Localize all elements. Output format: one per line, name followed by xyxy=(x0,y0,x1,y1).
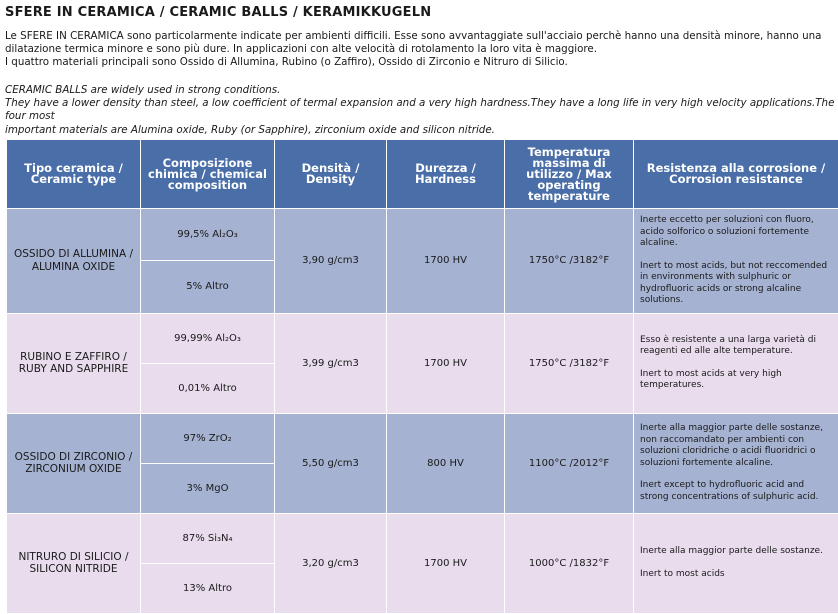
ceramic-type-cell: OSSIDO DI ALLUMINA / ALUMINA OXIDE xyxy=(7,209,141,314)
density-cell: 3,20 g/cm3 xyxy=(275,513,387,613)
corrosion-cell xyxy=(634,413,838,513)
intro-english-line: important materials are Alumina oxide, Ruby (or Sapphire), zirconium oxide and silicon nitride. xyxy=(5,124,835,137)
temperature-cell: 1750°C /3182°F xyxy=(505,209,634,314)
ceramic-type-cell: OSSIDO DI ZIRCONIO / ZIRCONIUM OXIDE xyxy=(7,413,141,513)
intro-english xyxy=(5,84,835,137)
temperature-cell: 1750°C /3182°F xyxy=(505,313,634,413)
table-row xyxy=(7,313,838,363)
ceramic-type-cell: RUBINO E ZAFFIRO / RUBY AND SAPPHIRE xyxy=(7,313,141,413)
header-composition: Composizione chimica / chemical composition xyxy=(141,140,275,209)
intro-italian xyxy=(5,30,835,70)
intro-italian-line: I quattro materiali principali sono Ossido di Allumina, Rubino (o Zaffiro), Ossido di Zirconio e Nitruro di Silicio. xyxy=(5,56,835,69)
hardness-cell: 1700 HV xyxy=(387,209,505,314)
table-row xyxy=(7,513,838,563)
corrosion-cell xyxy=(634,313,838,413)
corrosion-note-en: Inert to most acids at very high temperatures. xyxy=(640,369,834,392)
intro-italian-line: Le SFERE IN CERAMICA sono particolarmente indicate per ambienti difficili. Esse sono avvantaggiate sull'acciaio perchè hanno una densità minore, hanno una xyxy=(5,30,835,43)
temperature-cell: 1000°C /1832°F xyxy=(505,513,634,613)
intro-italian-line: dilatazione termica minore e sono più dure. In applicazioni con alte velocità di rotolamento la loro vita è maggiore. xyxy=(5,43,835,56)
ceramic-properties-table xyxy=(6,139,838,614)
composition-other-cell: 3% MgO xyxy=(141,463,275,513)
density-cell: 3,90 g/cm3 xyxy=(275,209,387,314)
intro-english-line: They have a lower density than steel, a low coefficient of termal expansion and a very high hardness.They have a long life in very high velocity applications.The four most xyxy=(5,97,835,123)
composition-main-cell: 99,99% Al₂O₃ xyxy=(141,313,275,363)
header-hardness: Durezza / Hardness xyxy=(387,140,505,209)
corrosion-note-en: Inert to most acids, but not reccomended in environments with sulphuric or hydrofluoric acids or strong alcaline solutions. xyxy=(640,261,834,307)
composition-other-cell: 13% Altro xyxy=(141,563,275,613)
header-max-temperature: Temperatura massima di utilizzo / Max operating temperature xyxy=(505,140,634,209)
composition-main-cell: 97% ZrO₂ xyxy=(141,413,275,463)
temperature-cell: 1100°C /2012°F xyxy=(505,413,634,513)
composition-other-cell: 0,01% Altro xyxy=(141,363,275,413)
table-row xyxy=(7,413,838,463)
density-cell: 5,50 g/cm3 xyxy=(275,413,387,513)
ceramic-type-cell: NITRURO DI SILICIO / SILICON NITRIDE xyxy=(7,513,141,613)
header-density: Densità / Density xyxy=(275,140,387,209)
corrosion-note-en: Inert except to hydrofluoric acid and strong concentrations of sulphuric acid. xyxy=(640,480,834,503)
header-corrosion-resistance: Resistenza alla corrosione / Corrosion resistance xyxy=(634,140,838,209)
corrosion-cell xyxy=(634,513,838,613)
corrosion-note-it: Inerte alla maggior parte delle sostanze. xyxy=(640,546,834,558)
page-title: SFERE IN CERAMICA / CERAMIC BALLS / KERAMIKKUGELN xyxy=(5,5,431,20)
composition-other-cell: 5% Altro xyxy=(141,261,275,313)
hardness-cell: 1700 HV xyxy=(387,313,505,413)
table-row xyxy=(7,209,838,261)
intro-english-line: CERAMIC BALLS are widely used in strong conditions. xyxy=(5,84,835,97)
table-header-row xyxy=(7,140,838,209)
corrosion-note-it: Esso è resistente a una larga varietà di reagenti ed alle alte temperature. xyxy=(640,335,834,358)
composition-main-cell: 99,5% Al₂O₃ xyxy=(141,209,275,261)
hardness-cell: 800 HV xyxy=(387,413,505,513)
corrosion-cell xyxy=(634,209,838,314)
density-cell: 3,99 g/cm3 xyxy=(275,313,387,413)
hardness-cell: 1700 HV xyxy=(387,513,505,613)
composition-main-cell: 87% Si₃N₄ xyxy=(141,513,275,563)
header-ceramic-type: Tipo ceramica / Ceramic type xyxy=(7,140,141,209)
corrosion-note-it: Inerte eccetto per soluzioni con fluoro, acido solforico o soluzioni fortemente alcaline. xyxy=(640,215,834,250)
corrosion-note-it: Inerte alla maggior parte delle sostanze, non raccomandato per ambienti con soluzioni cloridriche o acidi fluoridrici o soluzioni fortemente alcaline. xyxy=(640,423,834,469)
corrosion-note-en: Inert to most acids xyxy=(640,569,834,581)
